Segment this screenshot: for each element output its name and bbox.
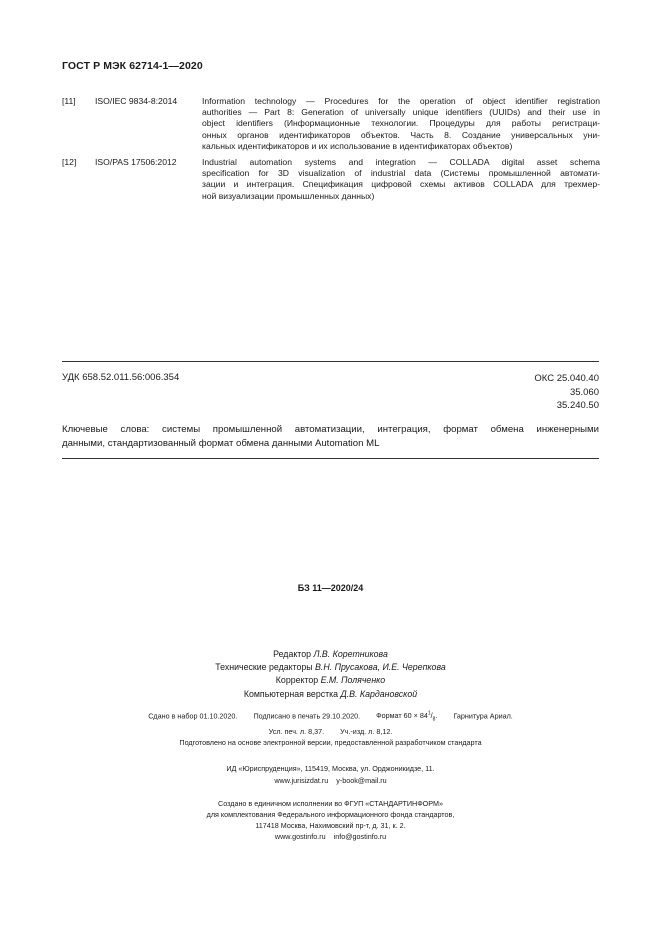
reference-line: онных органов идентификаторов объектов. Часть 8. Создание универсальных уни-	[202, 129, 600, 140]
production-line: Создано в единичном исполнении во ФГУП «СТАНДАРТИНФОРМ»	[218, 799, 443, 808]
print-signed: Подписано в печать 29.10.2020.	[253, 711, 361, 721]
staff-role: Корректор	[275, 675, 319, 686]
publisher-contacts	[0, 775, 661, 787]
staff-credits	[0, 648, 661, 701]
reference-description	[202, 157, 600, 202]
reference-line: ной визуализации промышленных данных)	[202, 190, 375, 201]
keywords	[62, 423, 599, 450]
oks-code: ОКС 25.040.40	[534, 373, 599, 384]
udk-code: УДК 658.52.011.56:006.354	[62, 372, 180, 383]
keywords-line: Ключевые слова: системы промышленной автоматизации, интеграция, формат обмена инженерными	[62, 424, 599, 435]
reference-line: specification for 3D visualization of industrial data (Системы промышленной автомати-	[202, 168, 600, 179]
staff-row	[0, 688, 661, 701]
reference-line: object identifiers (Информационные технологии. Процедуры для работы регистраци-	[202, 118, 600, 129]
reference-entry	[62, 157, 602, 205]
publisher-address: ИД «Юриспруденция», 115419, Москва, ул. Орджоникидзе, 11.	[226, 764, 435, 773]
production-site-link[interactable]: www.gostinfo.ru	[274, 832, 326, 841]
staff-role: Технические редакторы	[215, 662, 313, 673]
print-sent: Сдано в набор 01.10.2020.	[148, 711, 238, 721]
production-line: 117418 Москва, Нахимовский пр-т, д. 31, к. 2.	[255, 821, 406, 830]
document-header: ГОСТ Р МЭК 62714-1—2020	[62, 60, 203, 72]
reference-line: зации и интеграция. Спецификация цифровой схемы активов COLLADA для трехмер-	[202, 179, 600, 190]
production-info	[0, 798, 661, 842]
reference-entry	[62, 96, 602, 154]
production-contacts	[0, 831, 661, 842]
staff-name: Е.М. Поляченко	[320, 675, 386, 686]
publisher-email-link[interactable]: y-book@mail.ru	[336, 775, 387, 785]
bz-number: БЗ 11—2020/24	[297, 583, 364, 593]
print-line	[0, 726, 661, 737]
reference-line: Industrial automation systems and integration — COLLADA digital asset schema	[202, 157, 600, 167]
print-line	[0, 709, 661, 726]
staff-row	[0, 648, 661, 661]
print-sheets: Усл. печ. л. 8,37.	[268, 726, 325, 736]
oks-codes	[534, 372, 599, 413]
staff-name: Л.В. Коретникова	[313, 649, 388, 659]
production-line: для комплектования Федерального информационного фонда стандартов,	[206, 810, 455, 819]
reference-code: ISO/PAS 17506:2012	[95, 157, 177, 167]
reference-code: ISO/IEC 9834-8:2014	[95, 96, 178, 106]
staff-role: Редактор	[273, 649, 311, 659]
publisher-site-link[interactable]: www.jurisizdat.ru	[274, 775, 329, 785]
divider-top	[62, 361, 599, 362]
print-info	[0, 709, 661, 737]
reference-number: [11]	[62, 96, 76, 106]
staff-name: Д.В. Кардановской	[340, 688, 418, 699]
reference-description	[202, 96, 600, 152]
reference-number: [12]	[62, 157, 77, 167]
staff-name: В.Н. Прусакова, И.Е. Черепкова	[315, 662, 446, 673]
print-font: Гарнитура Ариал.	[453, 711, 513, 721]
reference-line: authorities — Part 8: Generation of universally unique identifiers (UUIDs) and their use in	[202, 107, 600, 118]
oks-code: 35.060	[569, 386, 599, 398]
reference-line: Information technology — Procedures for the operation of object identifier registration	[202, 96, 600, 106]
staff-role: Компьютерная верстка	[243, 688, 339, 699]
print-pub-sheets: Уч.-изд. л. 8,12.	[340, 726, 393, 736]
publisher-info	[0, 763, 661, 786]
prepared-note: Подготовлено на основе электронной версии, предоставленной разработчиком стандарта	[179, 738, 482, 747]
oks-code: 35.240.50	[556, 400, 599, 411]
reference-line: кальных идентификаторов и их использование в идентификаторах объектов)	[202, 140, 513, 151]
divider-bottom	[62, 458, 599, 459]
keywords-line: данными, стандартизованный формат обмена данными Automation ML	[62, 437, 380, 449]
print-format: Формат $60 \times 84^1/_8$.	[376, 711, 438, 723]
staff-row	[0, 661, 661, 674]
staff-row	[0, 674, 661, 687]
production-email-link[interactable]: info@gostinfo.ru	[333, 832, 387, 841]
